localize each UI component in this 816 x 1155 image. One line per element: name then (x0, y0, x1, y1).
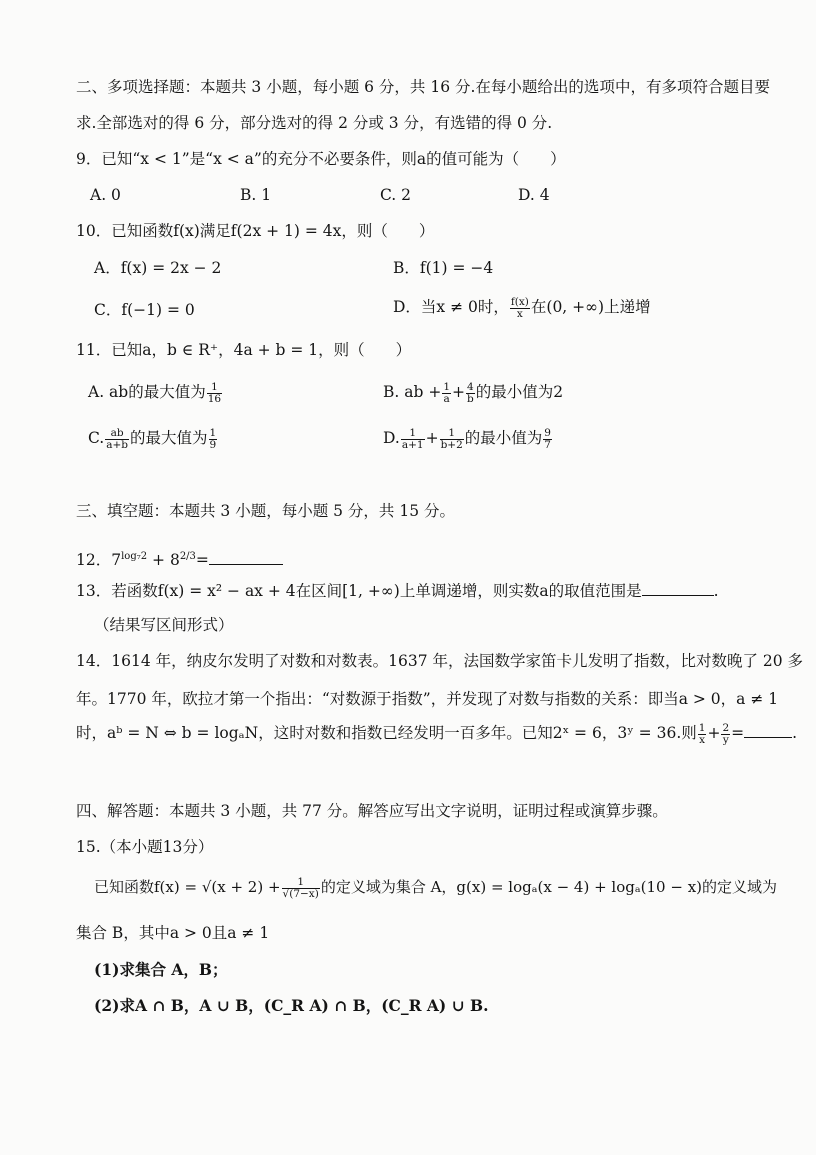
q11-option-c[interactable] (88, 427, 218, 451)
fraction (698, 723, 707, 746)
section2-header-line1: 二、多项选择题：本题共 3 小题，每小题 6 分，共 16 分.在每小题给出的选项中，有多项符合题目要 (76, 78, 770, 96)
option-text: A. ab的最大值为 (88, 383, 206, 401)
question-number: 14． (76, 652, 112, 670)
question-14-line2: 年。1770 年，欧拉才第一个指出：“对数源于指数”，并发现了对数与指数的关系：即当a > 0，a ≠ 1 (76, 690, 779, 708)
fraction-denominator: √(7−x) (282, 887, 319, 900)
fraction-denominator: a (443, 392, 450, 405)
fraction (282, 877, 320, 900)
answer-blank[interactable] (642, 581, 714, 596)
question-14-line1 (76, 650, 803, 672)
q11-option-d[interactable] (383, 427, 553, 451)
fraction-numerator: 4 (467, 380, 474, 393)
fraction (209, 428, 218, 451)
q9-option-a[interactable]: A. 0 (90, 186, 121, 204)
option-text: 在(0, +∞)上递增 (530, 298, 651, 316)
fraction (442, 382, 451, 405)
question-14-line3 (76, 722, 797, 746)
question-text: 的定义域为集合 A，g(x) = logₐ(x − 4) + logₐ(10 − x)的定义域为 (320, 878, 778, 896)
fraction-numerator: 1 (401, 428, 425, 440)
question-12 (76, 546, 283, 571)
fraction-numerator: 2 (722, 721, 730, 734)
fraction (543, 428, 552, 451)
question-text: 若函数f(x) = x² − ax + 4在区间[1, +∞)上单调递增，则实数a的取值范围是 (111, 582, 642, 600)
question-text: 已知“x < 1”是“x < a”的充分不必要条件，则a的值可能为（ ） (101, 150, 566, 168)
option-text: 的最大值为 (130, 429, 208, 447)
fraction-denominator: b+2 (440, 438, 463, 451)
question-13-note: （结果写区间形式） (94, 616, 234, 634)
fraction-numerator: 1 (209, 426, 217, 439)
section2-header-line2: 求.全部选对的得 6 分，部分选对的得 2 分或 3 分，有选错的得 0 分. (76, 114, 553, 132)
equals-sign: = (731, 724, 745, 742)
question-text: 已知函数f(x)满足f(2x + 1) = 4x，则（ ） (111, 222, 435, 240)
q11-option-a[interactable] (88, 381, 223, 405)
q10-option-c[interactable]: C．f(−1) = 0 (94, 301, 195, 319)
q9-option-b[interactable]: B. 1 (240, 186, 272, 204)
question-text: 时，aᵇ = N ⇔ b = logₐN，这时对数和指数已经发明一百多年。已知2ˣ = 6，3ʸ = 36.则 (76, 724, 697, 742)
question-number: 13． (76, 582, 112, 600)
question-text: 1614 年，纳皮尔发明了对数和对数表。1637 年，法国数学家笛卡儿发明了指数，比对数晚了 20 多 (111, 652, 804, 670)
fraction-numerator: f(x) (510, 295, 529, 308)
fraction-numerator: 1 (282, 877, 320, 889)
fraction-numerator: 1 (440, 428, 464, 440)
q10-option-d[interactable] (393, 296, 651, 320)
option-text: 的最小值为 (464, 429, 543, 447)
question-15-line1 (94, 876, 777, 900)
q11-option-b[interactable] (383, 381, 563, 405)
fraction-denominator: 16 (207, 392, 222, 405)
expr-exponent: 2/3 (179, 551, 196, 562)
option-text: D. (383, 429, 400, 447)
option-text: C. (88, 429, 105, 447)
fraction-numerator: 1 (443, 380, 451, 393)
question-13 (76, 580, 719, 602)
question-15-line2: 集合 B，其中a > 0且a ≠ 1 (76, 924, 270, 942)
q10-option-a[interactable]: A．f(x) = 2x − 2 (94, 259, 222, 277)
fraction-denominator: 9 (209, 438, 217, 451)
fraction (440, 428, 464, 451)
option-text: D．当x ≠ 0时， (393, 298, 509, 316)
answer-blank[interactable] (744, 723, 792, 738)
expr-base: 7 (111, 551, 122, 570)
question-11-stem (76, 339, 411, 361)
equals-sign: = (195, 551, 209, 570)
question-text: 已知函数f(x) = √(x + 2) + (94, 878, 281, 896)
fraction (721, 723, 730, 746)
question-15-title: 15.（本小题13分） (76, 838, 214, 856)
question-15-part2: (2)求A ∩ B，A ∪ B，(C_R A) ∩ B，(C_R A) ∪ B. (94, 996, 489, 1015)
question-number: 9． (76, 150, 102, 168)
plus-sign: + (452, 383, 466, 401)
q9-option-d[interactable]: D. 4 (518, 186, 550, 204)
fraction-denominator: x (516, 307, 523, 320)
fraction (207, 382, 222, 405)
fraction-numerator: 1 (207, 382, 222, 394)
expr-exponent: log₇2 (121, 551, 148, 562)
section3-header: 三、填空题：本题共 3 小题，每小题 5 分，共 15 分。 (76, 502, 456, 520)
fraction (510, 297, 530, 320)
plus-sign: + (707, 724, 721, 742)
fraction-denominator: b (467, 392, 474, 405)
fraction (466, 382, 475, 405)
fraction-denominator: y (722, 733, 729, 746)
fraction-denominator: 7 (544, 438, 551, 451)
plus-sign: + (425, 429, 439, 447)
fraction-denominator: a+b (106, 438, 129, 451)
period: . (792, 724, 798, 742)
q10-option-b[interactable]: B．f(1) = −4 (393, 259, 494, 277)
fraction-denominator: x (699, 733, 706, 746)
question-number: 10． (76, 222, 112, 240)
fraction-denominator: a+1 (401, 438, 424, 451)
answer-blank[interactable] (209, 550, 283, 565)
question-number: 11． (76, 341, 112, 359)
question-10-stem (76, 220, 434, 242)
question-15-part1: (1)求集合 A，B； (94, 960, 228, 979)
fraction (105, 428, 129, 451)
expr-term: + 8 (147, 551, 180, 570)
period: . (713, 582, 719, 600)
fraction-numerator: 9 (544, 426, 551, 439)
question-number: 12． (76, 551, 112, 570)
option-text: B. ab + (383, 383, 442, 401)
fraction-numerator: ab (105, 428, 129, 440)
fraction (401, 428, 425, 451)
fraction-numerator: 1 (698, 721, 706, 734)
option-text: 的最小值为2 (475, 383, 564, 401)
question-9-stem (76, 148, 566, 170)
question-text: 已知a，b ∈ R⁺，4a + b = 1，则（ ） (111, 341, 412, 359)
section4-header: 四、解答题：本题共 3 小题，共 77 分。解答应写出文字说明，证明过程或演算步骤。 (76, 802, 668, 820)
q9-option-c[interactable]: C. 2 (380, 186, 412, 204)
